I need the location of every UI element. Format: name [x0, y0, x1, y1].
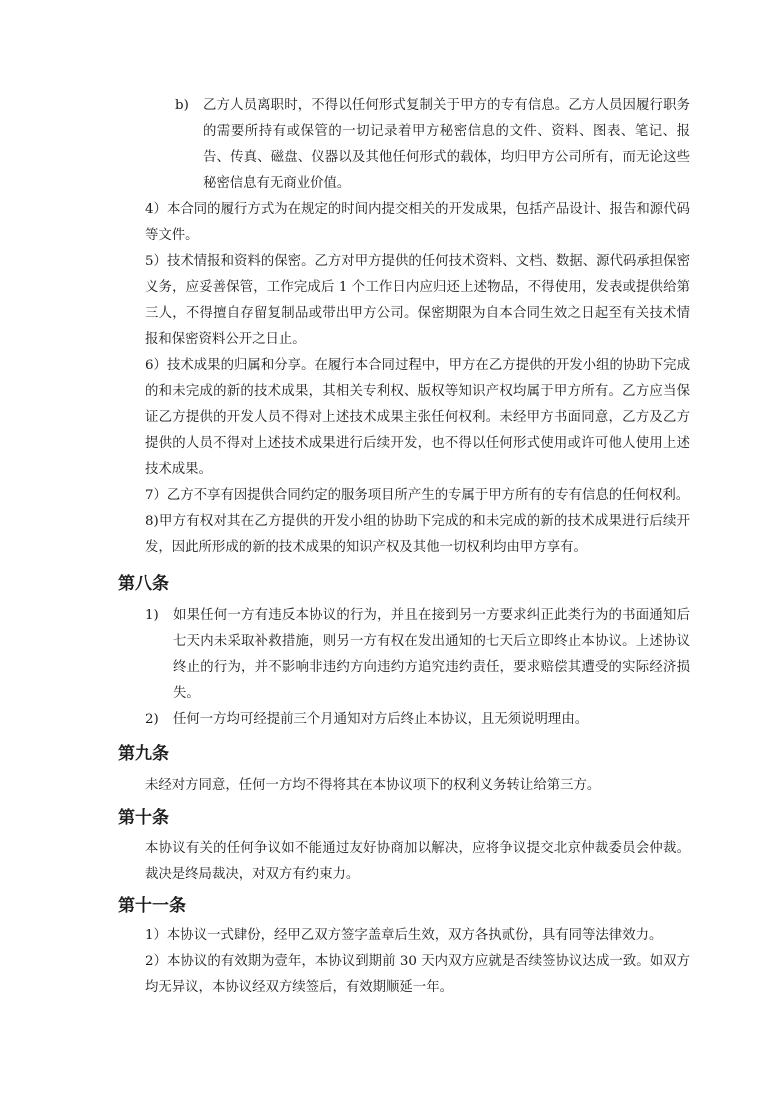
article-8-heading: 第八条: [118, 574, 169, 594]
paragraph-6: 6）技术成果的归属和分享。在履行本合同过程中，甲方在乙方提供的开发小组的协助下完成的和未完成的新的技术成果，其相关专利权、版权等知识产权均属于甲方所有。乙方应当保证乙方提供的开发人员不得对上述技术成果主张任何权利。未经甲方书面同意，乙方及乙方提供的人员不得对上述技术成果进行后续开发，也不得以任何形式使用或许可他人使用上述技术成果。: [145, 358, 690, 477]
item-marker: b): [175, 98, 189, 113]
paragraph-4: 4）本合同的履行方式为在规定的时间内提交相关的开发成果，包括产品设计、报告和源代码等文件。: [145, 202, 690, 243]
paragraph-8: 8)甲方有权对其在乙方提供的开发小组的协助下完成的和未完成的新的技术成果进行后续开发，因此所形成的新的技术成果的知识产权及其他一切权利均由甲方享有。: [145, 514, 690, 555]
item-text: 乙方人员离职时，不得以任何形式复制关于甲方的专有信息。乙方人员因履行职务的需要所持有或保管的一切记录着甲方秘密信息的文件、资料、图表、笔记、报告、传真、磁盘、仪器以及其他任何形式的载体，均归甲方公司所有，而无论这些秘密信息有无商业价值。: [203, 98, 690, 191]
item-marker: 1): [145, 608, 159, 623]
article-9-text: 未经对方同意，任何一方均不得将其在本协议项下的权利义务转让给第三方。: [145, 778, 601, 793]
item-text: 任何一方均可经提前三个月通知对方后终止本协议，且无须说明理由。: [173, 712, 589, 727]
article-10-text: 本协议有关的任何争议如不能通过友好协商加以解决，应将争议提交北京仲裁委员会仲裁。裁决是终局裁决，对双方有约束力。: [145, 841, 690, 882]
article-11-paragraph-2: 2）本协议的有效期为壹年，本协议到期前 30 天内双方应就是否续签协议达成一致。如双方均无异议，本协议经双方续签后，有效期顺延一年。: [145, 954, 690, 995]
paragraph-7: 7）乙方不享有因提供合同约定的服务项目所产生的专属于甲方所有的专有信息的任何权利。: [145, 488, 690, 503]
article-10-heading: 第十条: [118, 808, 169, 828]
article-11-paragraph-1: 1）本协议一式肆份，经甲乙双方签字盖章后生效，双方各执贰份，具有同等法律效力。: [145, 928, 663, 943]
paragraph-5: 5）技术情报和资料的保密。乙方对甲方提供的任何技术资料、文档、数据、源代码承担保密义务，应妥善保管，工作完成后 1 个工作日内应归还上述物品，不得使用，发表或提供给第三人，不得擅自存留复制品或带出甲方公司。保密期限为自本合同生效之日起至有关技术情报和保密资料公开之日止。: [145, 254, 690, 347]
item-marker: 2): [145, 712, 159, 727]
article-9-heading: 第九条: [118, 744, 169, 764]
article-11-heading: 第十一条: [118, 896, 186, 916]
item-text: 如果任何一方有违反本协议的行为，并且在接到另一方要求纠正此类行为的书面通知后七天内未采取补救措施，则另一方有权在发出通知的七天后立即终止本协议。上述协议终止的行为，并不影响非违约方向违约方追究违约责任，要求赔偿其遭受的实际经济损失。: [173, 608, 690, 701]
